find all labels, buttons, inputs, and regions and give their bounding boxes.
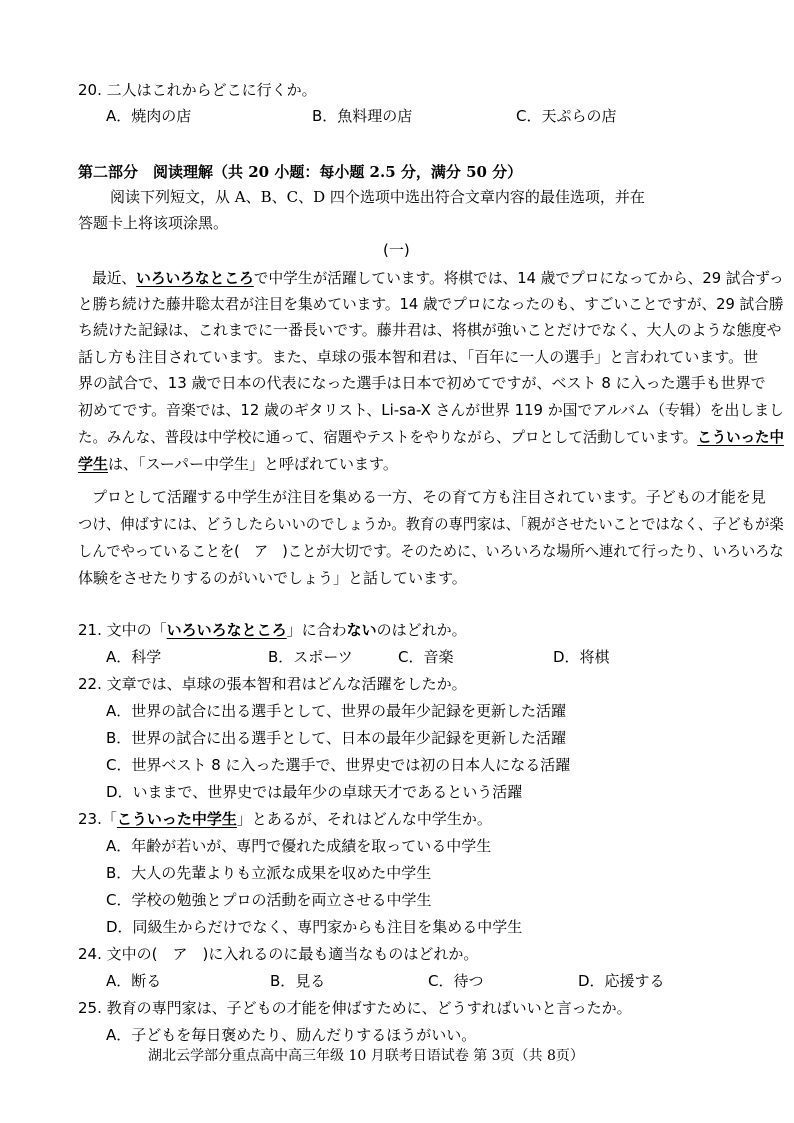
q21-option-d: D．将棋 xyxy=(553,648,610,666)
passage-line-3: ち続けた記録は、これまでに一番長いです。藤井君は、将棋が強いことだけでなく、大人のような態度や xyxy=(78,321,782,339)
q20-option-c: C．天ぷらの店 xyxy=(516,107,617,125)
q24-option-d: D．応援する xyxy=(578,972,665,990)
underlined-phrase: こういった中 xyxy=(697,428,784,446)
q21-option-b: B．スポーツ xyxy=(268,648,353,666)
passage-line-8 xyxy=(78,454,398,474)
q22-option-a: A．世界の試合に出る選手として、世界の最年少記録を更新した活躍 xyxy=(106,702,566,720)
passage-line-6: 初めてです。音楽では、12 歳のギタリスト、Li-sa-X さんが世界 119 か国でアルバム（专辑）を出しまし xyxy=(78,401,785,419)
q23-stem xyxy=(78,809,492,829)
section-heading: 第二部分 阅读理解（共 20 小题：每小题 2.5 分，满分 50 分） xyxy=(78,163,523,181)
q25-option-a: A．子どもを毎日褒めたり、励んだりするほうがいい。 xyxy=(106,1026,477,1044)
q24-option-b: B．見る xyxy=(270,972,326,990)
passage-line-12: 体験をさせたりするのがいいでしょう」と話しています。 xyxy=(78,569,467,587)
q21-text: のはどれか。 xyxy=(376,621,467,639)
passage-text: は、「スーパー中学生」と呼ばれています。 xyxy=(108,455,398,473)
q22-option-b: B．世界の試合に出る選手として、日本の最年少記録を更新した活躍 xyxy=(106,729,566,747)
underlined-phrase: こういった中学生 xyxy=(116,810,237,828)
passage-line-10: つけ、伸ばすには、どうしたらいいのでしょうか。教育の専門家は、「親がさせたいことではなく、子どもが楽 xyxy=(78,515,784,533)
q23-option-c: C．学校の勉強とプロの活動を両立させる中学生 xyxy=(106,891,432,909)
page-footer: 湖北云学部分重点高中高三年级 10 月联考日语试卷 第 3页（共 8页） xyxy=(148,1048,584,1064)
section-instruction-1: 阅读下列短文，从 A、B、C、D 四个选项中选出符合文章内容的最佳选项，并在 xyxy=(110,188,645,206)
passage-line-11: しんでやっていることを( ア )ことが大切です。そのために、いろいろな場所へ連れて行ったり、いろいろな xyxy=(78,542,784,560)
passage-line-7 xyxy=(78,427,784,447)
underlined-phrase: いろいろなところ xyxy=(166,621,287,639)
q24-option-c: C．待つ xyxy=(428,972,484,990)
q23-option-b: B．大人の先輩よりも立派な成果を収めた中学生 xyxy=(106,864,432,882)
underlined-phrase: いろいろなところ xyxy=(136,269,254,287)
passage-line-1 xyxy=(92,268,784,288)
q22-option-c: C．世界ベスト 8 に入った選手で、世界史では初の日本人になる活躍 xyxy=(106,756,571,774)
passage-line-9: プロとして活躍する中学生が注目を集める一方、その育て方も注目されています。子どもの才能を見 xyxy=(92,488,766,506)
q20-option-b: B．魚料理の店 xyxy=(312,107,413,125)
q20-stem: 20. 二人はこれからどこに行くか。 xyxy=(78,81,317,99)
passage-line-4: 話し方も注目されています。また、卓球の張本智和君は、「百年に一人の選手」と言われています。世 xyxy=(78,348,759,366)
q21-option-a: A．科学 xyxy=(106,648,162,666)
passage-text: で中学生が活躍しています。将棋では、14 歳でプロになってから、29 試合ずっ xyxy=(253,269,784,287)
q23-text: 」とあるが、それはどんな中学生か。 xyxy=(236,810,492,828)
section-instruction-2: 答题卡上将该项涂黑。 xyxy=(78,214,229,232)
q22-option-d: D．いままで、世界史では最年少の卓球天才であるという活躍 xyxy=(106,783,523,801)
q23-option-d: D．同級生からだけでなく、専門家からも注目を集める中学生 xyxy=(106,918,523,936)
passage-number: (一) xyxy=(383,241,410,259)
q21-option-c: C．音楽 xyxy=(398,648,454,666)
q23-text: 23.「 xyxy=(78,810,117,828)
passage-line-5: 界の試合で、13 歳で日本の代表になった選手は日本で初めてですが、ベスト 8 に入った選手も世界で xyxy=(78,374,766,392)
emphasis-text: ない xyxy=(346,621,377,639)
q25-stem: 25. 教育の専門家は、子どもの才能を伸ばすために、どうすればいいと言ったか。 xyxy=(78,999,632,1017)
q22-stem: 22. 文章では、卓球の張本智和君はどんな活躍をしたか。 xyxy=(78,675,467,693)
q20-option-a: A．焼肉の店 xyxy=(106,107,192,125)
q23-option-a: A．年齢が若いが、専門で優れた成績を取っている中学生 xyxy=(106,837,492,855)
q21-stem xyxy=(78,620,467,640)
q24-stem: 24. 文中の( ア )に入れるのに最も適当なものはどれか。 xyxy=(78,945,479,963)
underlined-phrase: 学生 xyxy=(78,455,109,473)
passage-text: 最近、 xyxy=(92,269,137,287)
q24-option-a: A．断る xyxy=(106,972,162,990)
passage-line-2: と勝ち続けた藤井聡太君が注目を集めています。14 歳でプロになったのも、すごいことですが、29 試合勝 xyxy=(78,295,784,313)
q21-text: 」に合わ xyxy=(286,621,347,639)
q21-text: 21. 文中の「 xyxy=(78,621,167,639)
passage-text: た。みんな、普段は中学校に通って、宿題やテストをやりながら、プロとして活動しています。 xyxy=(78,428,698,446)
